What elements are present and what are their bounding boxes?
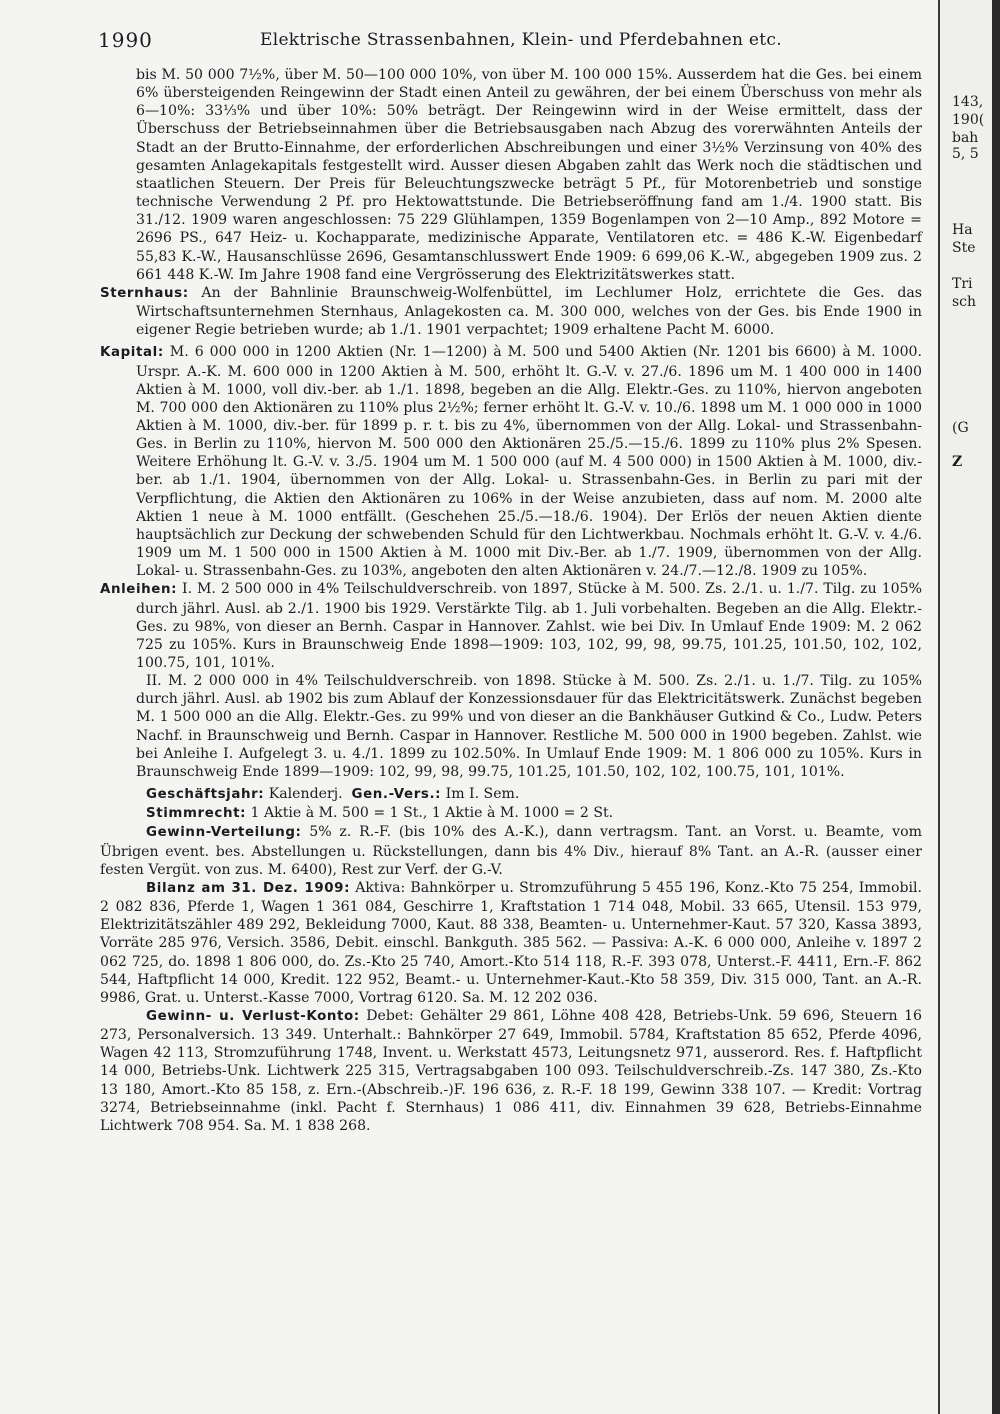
section-label: Gewinn- u. Verlust-Konto:	[146, 1008, 360, 1024]
page-number: 1990	[98, 28, 153, 52]
anleihen-ii-paragraph: II. M. 2 000 000 in 4% Teilschuldverschreib. von 1898. Stücke à M. 500. Zs. 2./1. u. 1./7. Tilg. zu 105% durch jährl. Ausl. ab 1902 bis zum Ablauf der Konzessionsdauer für das Elektricitätswerk. Zunächst begeben M. 1 500 000 an die Allg. Elektr.-Ges. zu 99% und von dieser an die Bankhäuser Gutkind & Co., Ludw. Peters Nachf. in Braunschweig und Bernh. Caspar in Hannover. Restliche M. 500 000 in 1900 begeben. Zahlst. wie bei Anleihe I. Aufgelegt 3. u. 4./1. 1899 zu 102.50%. In Umlauf Ende 1909: M. 1 806 000 zu 105%. Kurs in Braunschweig Ende 1899—1909: 102, 99, 98, 99.75, 101.25, 101.50, 102, 102, 100.75, 101, 101%.	[136, 673, 922, 780]
margin-fragment: bah	[952, 130, 979, 146]
binding-shadow	[992, 0, 1000, 1414]
margin-fragment: 5, 5	[952, 146, 979, 162]
section-label: Gewinn-Verteilung:	[146, 825, 302, 841]
gewinn-verteilung-section	[100, 823, 922, 878]
margin-fragment: (G	[952, 420, 969, 436]
margin-fragment: Z	[952, 454, 963, 470]
section-label: Sternhaus:	[100, 285, 189, 301]
section-label: Stimmrecht:	[146, 806, 247, 822]
section-label: Bilanz am 31. Dez. 1909:	[146, 880, 351, 896]
bilanz-section	[100, 879, 922, 1007]
margin-fragment: sch	[952, 294, 977, 310]
section-text: 5% z. R.-F. (bis 10% des A.-K.), dann vertragsm. Tant. an Vorst. u. Beamte, vom Übrigen event. bes. Abstellungen u. Rückstellungen, dann bis 4% Div., hierauf 8% Tant. an A.-R. (ausser einer festen Vergüt. von zus. M. 6400), Rest zur Verf. der G.-V.	[100, 824, 922, 878]
section-text: Aktiva: Bahnkörper u. Stromzuführung 5 455 196, Konz.-Kto 75 254, Immobil. 2 082 836, Pferde 1, Wagen 1 361 084, Geschirre 1, Kraftstation 1 714 048, Mobil. 33 665, Utensil. 153 979, Elektrizitätszähler 489 292, Bekleidung 7000, Kaut. 88 338, Beamten- u. Unternehmer-Kaut. 57 320, Kassa 3893, Vorräte 285 976, Versich. 3586, Debit. einschl. Bankguth. 385 562. — Passiva: A.-K. 6 000 000, Anleihe v. 1897 2 062 725, do. 1898 1 806 000, do. Zs.-Kto 25 740, Amort.-Kto 514 118, R.-F. 393 078, Unterst.-F. 4411, Ern.-F. 862 544, Haftpflicht 14 000, Kredit. 122 952, Beamt.- u. Unternehmer-Kaut.-Kto 58 359, Div. 315 000, Tant. an A.-R. 9986, Grat. u. Unterst.-Kasse 7000, Vortrag 6120. Sa. M. 12 202 036.	[100, 879, 922, 1006]
section-text: 1 Aktie à M. 500 = 1 St., 1 Aktie à M. 1000 = 2 St.	[246, 805, 614, 822]
section-label: Geschäftsjahr:	[146, 787, 265, 803]
sternhaus-section	[100, 284, 922, 339]
intro-paragraph: bis M. 50 000 7½%, über M. 50—100 000 10%, von über M. 100 000 15%. Ausserdem hat die Ges. bei einem 6% übersteigenden Reingewinn der Stadt einen Anteil zu gewähren, der bei einem Überschuss von mehr als 6—10%: 33⅓% und über 10%: 50% beträgt. Der Reingewinn wird in der Weise ermittelt, dass der Überschuss der Betriebseinnahmen über die Betriebsausgaben nach Abzug des vorerwähnten Anteils der Stadt an der Brutto-Einnahme, der erforderlichen Abschreibungen und einer 3½% Verzinsung von 40% des gesamten Anlagekapitals festgestellt wird. Ausser diesen Abgaben zahlt das Werk noch die städtischen und staatlichen Steuern. Der Preis für Beleuchtungszwecke beträgt 5 Pf., für Motorenbetrieb und sonstige technische Verwendung 2 Pf. pro Hektowattstunde. Die Betriebseröffnung fand am 1./4. 1900 statt. Bis 31./12. 1909 waren angeschlossen: 75 229 Glühlampen, 1359 Bogenlampen von 2—10 Amp., 892 Motore = 2696 PS., 647 Heiz- u. Kochapparate, medizinische Apparate, Ventilatoren etc. = 486 K.-W. Eigenbedarf 55,83 K.-W., Hausanschlüsse 2696, Gesamtanschlusswert Ende 1909: 6 699,06 K.-W., abgegeben 1909 zus. 2 661 448 K.-W. Im Jahre 1908 fand eine Vergrösserung des Elektrizitätswerkes statt.	[136, 67, 922, 283]
margin-fragment: Ste	[952, 240, 976, 256]
gewinn-verlust-section	[100, 1007, 922, 1135]
page-header	[98, 28, 938, 52]
section-text: Im I. Sem.	[441, 786, 520, 803]
geschaeftsjahr-line	[100, 785, 922, 804]
section-text: Kalenderj.	[264, 786, 343, 803]
adjacent-page-edge	[938, 0, 1000, 1414]
section-label: Gen.-Vers.:	[351, 787, 442, 803]
document-body	[100, 66, 922, 1135]
margin-fragment: Ha	[952, 222, 973, 238]
margin-fragment: 190(	[952, 112, 985, 128]
kapital-section	[100, 343, 922, 580]
section-text: I. M. 2 500 000 in 4% Teilschuldverschreib. von 1897, Stücke à M. 500. Zs. 2./1. u. 1./7. Tilg. zu 105% durch jährl. Ausl. ab 2./1. 1900 bis 1929. Verstärkte Tilg. ab 1. Juli vorbehalten. Begeben an die Allg. Elektr.-Ges. zu 98%, von dieser an Bernh. Caspar in Hannover. Zahlst. wie bei Div. In Umlauf Ende 1909: M. 2 062 725 zu 105%. Kurs in Braunschweig Ende 1898—1909: 103, 102, 99, 98, 99.75, 101.25, 101.50, 102, 102, 100.75, 101, 101%.	[136, 581, 922, 671]
section-label: Kapital:	[100, 345, 164, 361]
section-text: Debet: Gehälter 29 861, Löhne 408 428, Betriebs-Unk. 59 696, Steuern 16 273, Personalversich. 13 349. Unterhalt.: Bahnkörper 27 649, Immobil. 5784, Kraftstation 85 652, Pferde 4096, Wagen 42 113, Stromzuführung 1748, Invent. u. Werkstatt 4573, Leitungsnetz 971, ausserord. Res. f. Haftpflicht 14 000, Betriebs-Unk. Lichtwerk 225 315, Vertragsabgaben 100 093. Teilschuldverschreib.-Zs. 147 380, Zs.-Kto 13 180, Amort.-Kto 85 158, z. Ern.-(Abschreib.-)F. 196 636, z. R.-F. 18 199, Gewinn 338 107. — Kredit: Vortrag 3274, Betriebseinnahme (inkl. Pacht f. Sternhaus) 1 086 411, div. Einnahmen 39 628, Betriebs-Einnahme Lichtwerk 708 954. Sa. M. 1 838 268.	[100, 1007, 922, 1134]
margin-fragment: Tri	[952, 276, 973, 292]
margin-fragment: 143,	[952, 94, 984, 110]
section-text: M. 6 000 000 in 1200 Aktien (Nr. 1—1200) à M. 500 und 5400 Aktien (Nr. 1201 bis 6600) à M. 1000. Urspr. A.-K. M. 600 000 in 1200 Aktien à M. 500, erhöht lt. G.-V. v. 27./6. 1896 um M. 1 400 000 in 1400 Aktien à M. 1000, voll div.-ber. ab 1./1. 1898, begeben an die Allg. Elektr.-Ges. zu 110%, hiervon angeboten M. 700 000 den Aktionären zu 110% plus 2½%; ferner erhöht lt. G.-V. v. 10./6. 1898 um M. 1 000 000 in 1000 Aktien à M. 1000, div.-ber. für 1899 p. r. t. bis zu 4%, übernommen von der Allg. Lokal- und Strassenbahn-Ges. in Berlin zu 110%, hiervon M. 500 000 den Aktionären 25./5.—15./6. 1899 zu 110% plus 2% Spesen. Weitere Erhöhung lt. G.-V. v. 3./5. 1904 um M. 1 500 000 (auf M. 4 500 000) in 1500 Aktien à M. 1000, div.-ber. ab 1./1. 1904, übernommen von der Allg. Lokal- u. Strassenbahn-Ges. in Berlin zu pari mit der Verpflichtung, die Aktien den Aktionären zu 106% in der Weise anzubieten, dass auf nom. M. 2000 alte Aktien 1 neue à M. 1000 entfällt. (Geschehen 25./5.—18./6. 1904). Der Erlös der neuen Aktien diente hauptsächlich zur Deckung der schwebenden Schuld für den Lichtwerkbau. Nochmals erhöht lt. G.-V. v. 4./6. 1909 um M. 1 500 000 in 1500 Aktien à M. 1000 mit Div.-Ber. ab 1./7. 1909, übernommen von der Allg. Lokal- u. Strassenbahn-Ges. zu 103%, angeboten den alten Aktionären v. 24./7.—12./8. 1909 zu 105%.	[136, 344, 922, 580]
section-label: Anleihen:	[100, 582, 178, 598]
stimmrecht-line	[100, 804, 922, 823]
section-text: An der Bahnlinie Braunschweig-Wolfenbüttel, im Lechlumer Holz, errichtete die Ges. das Wirtschaftsunternehmen Sternhaus, Anlagekosten ca. M. 300 000, welches von der Ges. bis Ende 1900 in eigener Regie betrieben wurde; ab 1./1. 1901 verpachtet; 1909 erhaltene Pacht M. 6000.	[136, 284, 922, 339]
anleihen-section	[100, 580, 922, 672]
running-title: Elektrische Strassenbahnen, Klein- und Pferdebahnen etc.	[260, 30, 782, 50]
